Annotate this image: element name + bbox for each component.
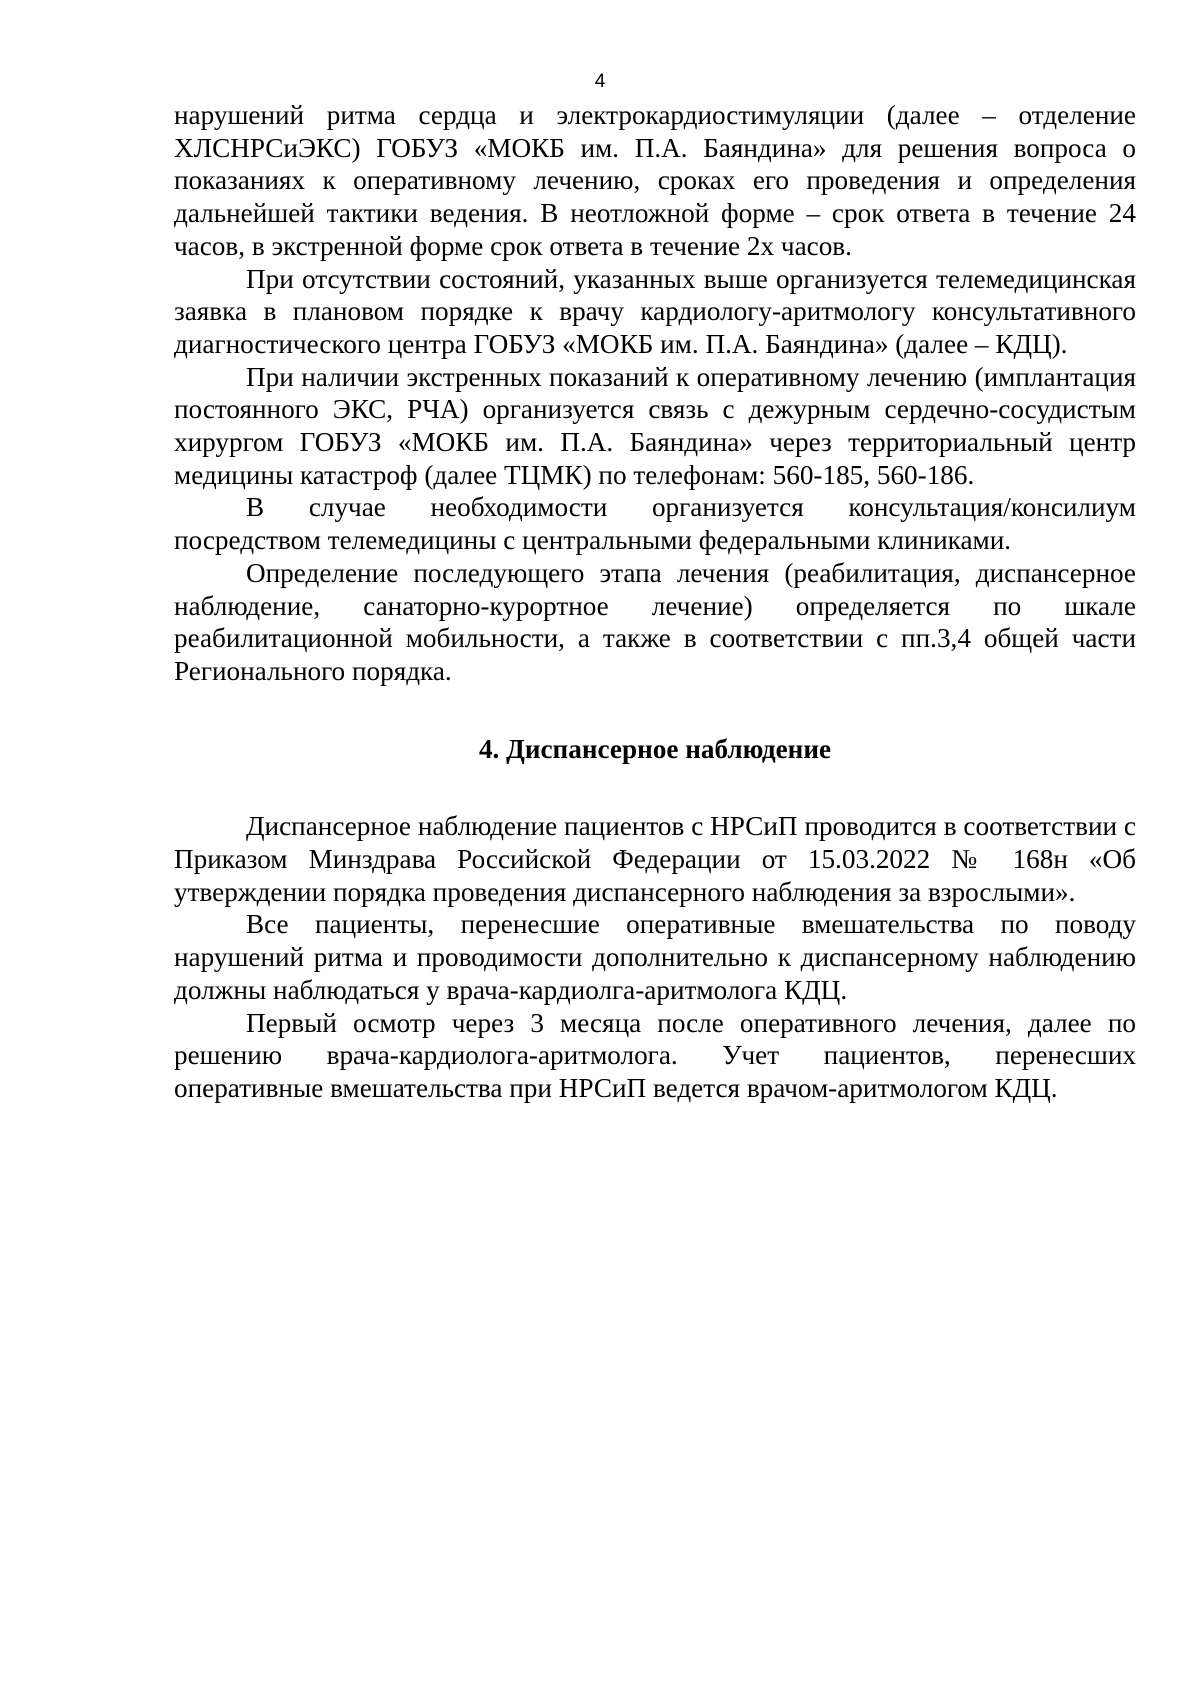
- paragraph-continuation: нарушений ритма сердца и электрокардиостимуляции (далее – отделение ХЛСНРСиЭКС) ГОБУЗ «МОКБ им. П.А. Баяндина» для решения вопроса о показаниях к оперативному лечению, сроках его проведения и определения дальнейшей тактики ведения. В неотложной форме – срок ответа в течение 24 часов, в экстренной форме срок ответа в течение 2х часов.: [174, 100, 1136, 261]
- paragraph-next-stage: Определение последующего этапа лечения (реабилитация, диспансерное наблюдение, санаторно-курортное лечение) определяется по шкале реабилитационной мобильности, а также в соответствии с пп.3,4 общей части Регионального порядка.: [174, 557, 1136, 686]
- paragraph-dispensary-order: Диспансерное наблюдение пациентов с НРСиП проводится в соответствии с Приказом Минздрава Российской Федерации от 15.03.2022 № 168н «Об утверждении порядка проведения диспансерного наблюдения за взрослыми».: [174, 811, 1136, 907]
- paragraph-emergency-surgery: При наличии экстренных показаний к оперативному лечению (имплантация постоянного ЭКС, РЧА) организуется связь с дежурным сердечно-сосудистым хирургом ГОБУЗ «МОКБ им. П.А. Баяндина» через территориальный центр медицины катастроф (далее ТЦМК) по телефонам: 560-185, 560-186.: [174, 361, 1136, 490]
- page-number: 4: [594, 71, 606, 92]
- section-heading: 4. Диспансерное наблюдение: [478, 733, 832, 764]
- paragraph-federal-consultation: В случае необходимости организуется консультация/консилиум посредством телемедицины с центральными федеральными клиниками.: [174, 492, 1136, 556]
- document-body: [174, 99, 1136, 1105]
- paragraph-arrhythmologist-observation: Все пациенты, перенесшие оперативные вмешательства по поводу нарушений ритма и проводимости дополнительно к диспансерному наблюдению должны наблюдаться у врача-кардиолга-аритмолога КДЦ.: [174, 909, 1136, 1005]
- paragraph-first-examination: Первый осмотр через 3 месяца после оперативного лечения, далее по решению врача-кардиолога-аритмолога. Учет пациентов, перенесших оперативные вмешательства при НРСиП ведется врачом-аритмологом КДЦ.: [174, 1007, 1136, 1103]
- paragraph-telemedicine-request: При отсутствии состояний, указанных выше организуется телемедицинская заявка в плановом порядке к врачу кардиологу-аритмологу консультативного диагностического центра ГОБУЗ «МОКБ им. П.А. Баяндина» (далее – КДЦ).: [174, 263, 1136, 359]
